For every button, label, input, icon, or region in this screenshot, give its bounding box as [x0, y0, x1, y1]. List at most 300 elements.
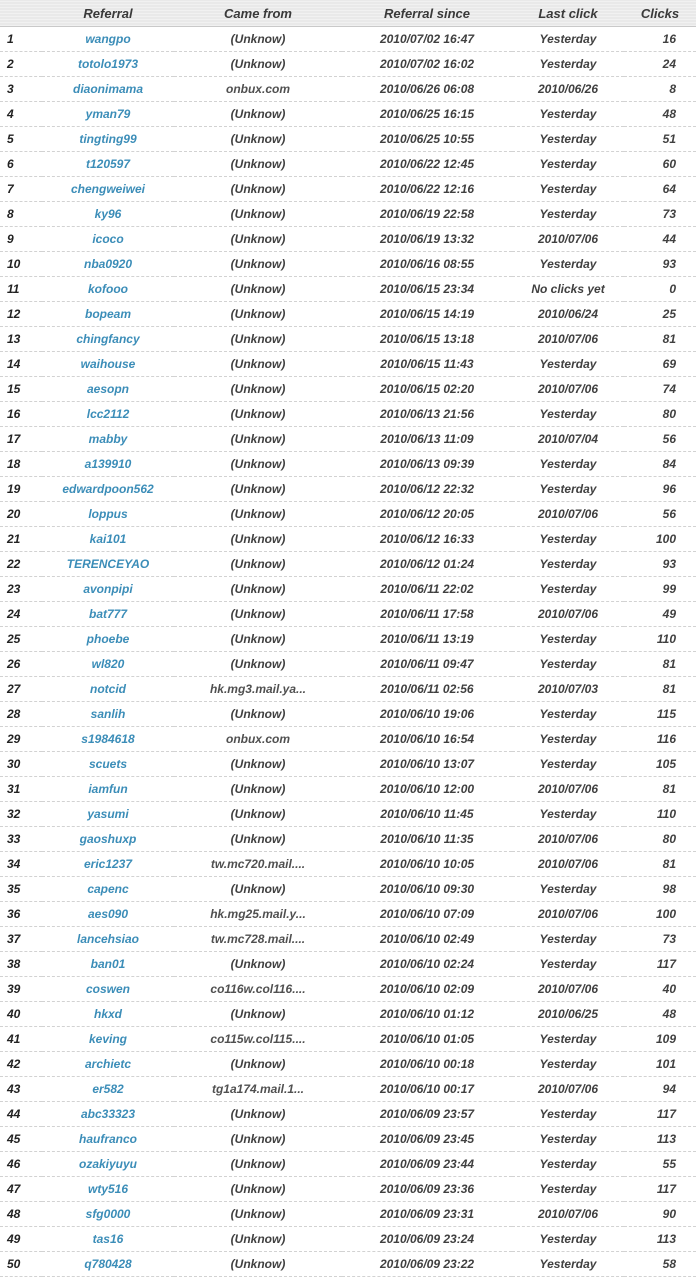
referral-link[interactable]: yasumi: [87, 807, 129, 821]
last-click-cell: Yesterday: [512, 552, 624, 577]
came-from-cell: (Unknow): [174, 777, 342, 802]
referral-link[interactable]: kofooo: [88, 282, 128, 296]
came-from-cell: hk.mg25.mail.y...: [174, 902, 342, 927]
came-from-cell: hk.mg3.mail.ya...: [174, 677, 342, 702]
header-referral-since[interactable]: Referral since: [342, 0, 512, 27]
clicks-cell: 48: [624, 1002, 696, 1027]
table-row: [0, 1027, 696, 1052]
came-from-cell: (Unknow): [174, 1252, 342, 1277]
last-click-cell: Yesterday: [512, 402, 624, 427]
clicks-cell: 44: [624, 227, 696, 252]
referral-link[interactable]: edwardpoon562: [62, 482, 154, 496]
table-row: [0, 252, 696, 277]
referral-since-cell: 2010/06/11 22:02: [342, 577, 512, 602]
last-click-cell: Yesterday: [512, 27, 624, 52]
last-click-cell: 2010/07/06: [512, 777, 624, 802]
referral-cell: [42, 452, 174, 477]
row-number: 39: [0, 977, 42, 1002]
last-click-cell: No clicks yet: [512, 277, 624, 302]
table-row: [0, 202, 696, 227]
referral-link[interactable]: icoco: [92, 232, 124, 246]
table-row: [0, 352, 696, 377]
referral-link[interactable]: scuets: [88, 757, 128, 771]
table-row: [0, 227, 696, 252]
referral-cell: [42, 877, 174, 902]
referral-link[interactable]: bopeam: [84, 307, 131, 321]
referral-link[interactable]: hkxd: [93, 1007, 122, 1021]
last-click-cell: 2010/07/06: [512, 502, 624, 527]
came-from-cell: tg1a174.mail.1...: [174, 1077, 342, 1102]
table-row: [0, 452, 696, 477]
table-row: [0, 1052, 696, 1077]
referral-cell: [42, 602, 174, 627]
referral-since-cell: 2010/06/25 10:55: [342, 127, 512, 152]
referral-since-cell: 2010/06/09 23:24: [342, 1227, 512, 1252]
table-row: [0, 977, 696, 1002]
referral-since-cell: 2010/06/13 09:39: [342, 452, 512, 477]
row-number: 36: [0, 902, 42, 927]
clicks-cell: 94: [624, 1077, 696, 1102]
clicks-cell: 93: [624, 552, 696, 577]
referral-link[interactable]: nba0920: [83, 257, 133, 271]
table-row: [0, 477, 696, 502]
referral-link[interactable]: abc33323: [80, 1107, 136, 1121]
row-number: 1: [0, 27, 42, 52]
last-click-cell: Yesterday: [512, 652, 624, 677]
clicks-cell: 51: [624, 127, 696, 152]
clicks-cell: 64: [624, 177, 696, 202]
referral-since-cell: 2010/06/10 07:09: [342, 902, 512, 927]
referral-link[interactable]: coswen: [85, 982, 130, 996]
referral-since-cell: 2010/06/10 02:24: [342, 952, 512, 977]
came-from-cell: (Unknow): [174, 952, 342, 977]
referral-cell: [42, 702, 174, 727]
table-row: [0, 877, 696, 902]
clicks-cell: 113: [624, 1127, 696, 1152]
referral-link[interactable]: iamfun: [88, 782, 128, 796]
table-row: [0, 152, 696, 177]
referral-cell: [42, 202, 174, 227]
clicks-cell: 116: [624, 727, 696, 752]
row-number: 12: [0, 302, 42, 327]
row-number: 28: [0, 702, 42, 727]
referral-cell: [42, 727, 174, 752]
came-from-cell: (Unknow): [174, 277, 342, 302]
table-row: [0, 1202, 696, 1227]
row-number: 50: [0, 1252, 42, 1277]
referral-cell: [42, 677, 174, 702]
referral-cell: [42, 102, 174, 127]
referral-link[interactable]: eric1237: [83, 857, 133, 871]
came-from-cell: (Unknow): [174, 827, 342, 852]
row-number: 47: [0, 1177, 42, 1202]
referral-cell: [42, 802, 174, 827]
table-row: [0, 652, 696, 677]
referral-since-cell: 2010/06/10 00:17: [342, 1077, 512, 1102]
referral-link[interactable]: phoebe: [86, 632, 130, 646]
came-from-cell: (Unknow): [174, 877, 342, 902]
referral-link[interactable]: yman79: [85, 107, 131, 121]
table-row: [0, 277, 696, 302]
row-number: 16: [0, 402, 42, 427]
last-click-cell: Yesterday: [512, 802, 624, 827]
referral-link[interactable]: chingfancy: [76, 332, 140, 346]
clicks-cell: 115: [624, 702, 696, 727]
referral-link[interactable]: ky96: [94, 207, 122, 221]
clicks-cell: 96: [624, 477, 696, 502]
referral-since-cell: 2010/06/15 13:18: [342, 327, 512, 352]
came-from-cell: (Unknow): [174, 652, 342, 677]
referral-cell: [42, 277, 174, 302]
referral-link[interactable]: loppus: [88, 507, 128, 521]
table-row: [0, 577, 696, 602]
referral-link[interactable]: lcc2112: [86, 407, 130, 421]
came-from-cell: (Unknow): [174, 327, 342, 352]
row-number: 21: [0, 527, 42, 552]
last-click-cell: Yesterday: [512, 1127, 624, 1152]
row-number: 40: [0, 1002, 42, 1027]
referral-link[interactable]: s1984618: [81, 732, 135, 746]
referral-link[interactable]: totolo1973: [77, 57, 138, 71]
referral-link[interactable]: capenc: [87, 882, 129, 896]
referral-since-cell: 2010/06/10 01:12: [342, 1002, 512, 1027]
last-click-cell: Yesterday: [512, 1052, 624, 1077]
table-row: [0, 952, 696, 977]
came-from-cell: (Unknow): [174, 1202, 342, 1227]
header-clicks[interactable]: Clicks: [624, 0, 696, 27]
row-number: 2: [0, 52, 42, 77]
row-number: 33: [0, 827, 42, 852]
table-row: [0, 427, 696, 452]
last-click-cell: Yesterday: [512, 577, 624, 602]
came-from-cell: co115w.col115....: [174, 1027, 342, 1052]
clicks-cell: 81: [624, 852, 696, 877]
row-number: 3: [0, 77, 42, 102]
referral-since-cell: 2010/06/25 16:15: [342, 102, 512, 127]
row-number: 32: [0, 802, 42, 827]
clicks-cell: 56: [624, 427, 696, 452]
last-click-cell: 2010/07/06: [512, 1077, 624, 1102]
referral-link[interactable]: tas16: [92, 1232, 124, 1246]
table-row: [0, 1227, 696, 1252]
row-number: 14: [0, 352, 42, 377]
referral-cell: [42, 627, 174, 652]
referral-link[interactable]: haufranco: [78, 1132, 137, 1146]
table-row: [0, 402, 696, 427]
referral-since-cell: 2010/06/26 06:08: [342, 77, 512, 102]
clicks-cell: 110: [624, 627, 696, 652]
came-from-cell: (Unknow): [174, 177, 342, 202]
row-number: 27: [0, 677, 42, 702]
last-click-cell: 2010/07/06: [512, 327, 624, 352]
referral-cell: [42, 227, 174, 252]
referral-since-cell: 2010/06/10 00:18: [342, 1052, 512, 1077]
row-number: 20: [0, 502, 42, 527]
clicks-cell: 98: [624, 877, 696, 902]
referral-cell: [42, 1077, 174, 1102]
referral-link[interactable]: q780428: [84, 1257, 132, 1271]
referral-link[interactable]: lancehsiao: [76, 932, 140, 946]
came-from-cell: (Unknow): [174, 302, 342, 327]
row-number: 9: [0, 227, 42, 252]
referral-link[interactable]: gaoshuxp: [79, 832, 137, 846]
table-row: [0, 1177, 696, 1202]
row-number: 34: [0, 852, 42, 877]
referral-cell: [42, 1202, 174, 1227]
table-row: [0, 827, 696, 852]
table-row: [0, 627, 696, 652]
table-row: [0, 502, 696, 527]
table-row: [0, 1102, 696, 1127]
last-click-cell: 2010/07/06: [512, 852, 624, 877]
referral-since-cell: 2010/06/19 22:58: [342, 202, 512, 227]
header-last-click[interactable]: Last click: [512, 0, 624, 27]
table-row: [0, 1002, 696, 1027]
clicks-cell: 58: [624, 1252, 696, 1277]
row-number: 48: [0, 1202, 42, 1227]
clicks-cell: 117: [624, 1177, 696, 1202]
last-click-cell: Yesterday: [512, 1252, 624, 1277]
row-number: 10: [0, 252, 42, 277]
clicks-cell: 81: [624, 677, 696, 702]
referral-link[interactable]: mabby: [88, 432, 128, 446]
last-click-cell: Yesterday: [512, 452, 624, 477]
last-click-cell: Yesterday: [512, 927, 624, 952]
referral-link[interactable]: sfg0000: [85, 1207, 131, 1221]
came-from-cell: (Unknow): [174, 1227, 342, 1252]
table-row: [0, 302, 696, 327]
referral-cell: [42, 1027, 174, 1052]
referral-since-cell: 2010/06/09 23:57: [342, 1102, 512, 1127]
referral-cell: [42, 27, 174, 52]
referral-cell: [42, 352, 174, 377]
referral-cell: [42, 152, 174, 177]
clicks-cell: 99: [624, 577, 696, 602]
clicks-cell: 24: [624, 52, 696, 77]
clicks-cell: 60: [624, 152, 696, 177]
table-row: [0, 752, 696, 777]
referral-since-cell: 2010/06/15 14:19: [342, 302, 512, 327]
row-number: 42: [0, 1052, 42, 1077]
referral-link[interactable]: ozakiyuyu: [78, 1157, 138, 1171]
referral-link[interactable]: wl820: [91, 657, 125, 671]
table-row: [0, 927, 696, 952]
last-click-cell: Yesterday: [512, 702, 624, 727]
came-from-cell: (Unknow): [174, 1177, 342, 1202]
referral-cell: [42, 502, 174, 527]
row-number: 22: [0, 552, 42, 577]
came-from-cell: (Unknow): [174, 52, 342, 77]
referral-cell: [42, 1152, 174, 1177]
referral-link[interactable]: notcid: [90, 682, 126, 696]
row-number: 44: [0, 1102, 42, 1127]
referral-link[interactable]: wty516: [87, 1182, 129, 1196]
last-click-cell: 2010/07/04: [512, 427, 624, 452]
referral-cell: [42, 927, 174, 952]
referral-cell: [42, 902, 174, 927]
referral-link[interactable]: archietc: [84, 1057, 132, 1071]
last-click-cell: Yesterday: [512, 527, 624, 552]
last-click-cell: Yesterday: [512, 627, 624, 652]
last-click-cell: Yesterday: [512, 1227, 624, 1252]
last-click-cell: 2010/06/25: [512, 1002, 624, 1027]
referral-link[interactable]: diaonimama: [72, 82, 144, 96]
referral-cell: [42, 402, 174, 427]
clicks-cell: 81: [624, 777, 696, 802]
came-from-cell: (Unknow): [174, 227, 342, 252]
clicks-cell: 55: [624, 1152, 696, 1177]
table-row: [0, 1077, 696, 1102]
table-row: [0, 777, 696, 802]
clicks-cell: 73: [624, 202, 696, 227]
table-row: [0, 1152, 696, 1177]
referral-cell: [42, 952, 174, 977]
table-row: [0, 552, 696, 577]
referral-cell: [42, 477, 174, 502]
referral-cell: [42, 52, 174, 77]
clicks-cell: 16: [624, 27, 696, 52]
table-row: [0, 1252, 696, 1277]
referral-since-cell: 2010/06/10 09:30: [342, 877, 512, 902]
row-number: 35: [0, 877, 42, 902]
came-from-cell: (Unknow): [174, 702, 342, 727]
referral-link[interactable]: TERENCEYAO: [66, 557, 150, 571]
last-click-cell: 2010/06/24: [512, 302, 624, 327]
referral-link[interactable]: waihouse: [80, 357, 136, 371]
referral-cell: [42, 852, 174, 877]
referral-link[interactable]: a139910: [84, 457, 132, 471]
referral-cell: [42, 302, 174, 327]
referral-link[interactable]: tingting99: [79, 132, 137, 146]
came-from-cell: (Unknow): [174, 802, 342, 827]
referral-since-cell: 2010/06/10 11:45: [342, 802, 512, 827]
referral-cell: [42, 252, 174, 277]
referral-since-cell: 2010/07/02 16:47: [342, 27, 512, 52]
clicks-cell: 0: [624, 277, 696, 302]
referral-cell: [42, 1227, 174, 1252]
referral-since-cell: 2010/06/10 19:06: [342, 702, 512, 727]
clicks-cell: 109: [624, 1027, 696, 1052]
referral-link[interactable]: chengweiwei: [70, 182, 146, 196]
referral-link[interactable]: avonpipi: [83, 582, 133, 596]
row-number: 26: [0, 652, 42, 677]
table-row: [0, 327, 696, 352]
referral-since-cell: 2010/06/09 23:44: [342, 1152, 512, 1177]
row-number: 4: [0, 102, 42, 127]
referral-link[interactable]: aes090: [87, 907, 129, 921]
referral-cell: [42, 577, 174, 602]
clicks-cell: 56: [624, 502, 696, 527]
header-referral[interactable]: Referral: [42, 0, 174, 27]
referral-since-cell: 2010/06/22 12:45: [342, 152, 512, 177]
came-from-cell: (Unknow): [174, 352, 342, 377]
last-click-cell: Yesterday: [512, 252, 624, 277]
row-number: 29: [0, 727, 42, 752]
came-from-cell: (Unknow): [174, 577, 342, 602]
row-number: 15: [0, 377, 42, 402]
referral-cell: [42, 327, 174, 352]
referral-link[interactable]: er582: [92, 1082, 124, 1096]
row-number: 13: [0, 327, 42, 352]
came-from-cell: (Unknow): [174, 452, 342, 477]
clicks-cell: 74: [624, 377, 696, 402]
clicks-cell: 117: [624, 1102, 696, 1127]
referral-since-cell: 2010/06/09 23:36: [342, 1177, 512, 1202]
came-from-cell: onbux.com: [174, 727, 342, 752]
last-click-cell: Yesterday: [512, 477, 624, 502]
came-from-cell: tw.mc720.mail....: [174, 852, 342, 877]
came-from-cell: (Unknow): [174, 427, 342, 452]
referral-link[interactable]: wangpo: [85, 32, 131, 46]
referral-cell: [42, 1102, 174, 1127]
table-header-row: [0, 0, 696, 27]
referral-link[interactable]: sanlih: [90, 707, 126, 721]
referral-since-cell: 2010/06/12 20:05: [342, 502, 512, 527]
row-number: 43: [0, 1077, 42, 1102]
came-from-cell: (Unknow): [174, 1002, 342, 1027]
row-number: 8: [0, 202, 42, 227]
referral-cell: [42, 427, 174, 452]
referral-since-cell: 2010/06/10 12:00: [342, 777, 512, 802]
referral-link[interactable]: keving: [88, 1032, 127, 1046]
referral-link[interactable]: kai101: [89, 532, 127, 546]
came-from-cell: (Unknow): [174, 27, 342, 52]
came-from-cell: (Unknow): [174, 527, 342, 552]
clicks-cell: 100: [624, 902, 696, 927]
last-click-cell: 2010/07/06: [512, 977, 624, 1002]
referral-since-cell: 2010/06/10 10:05: [342, 852, 512, 877]
referral-cell: [42, 177, 174, 202]
last-click-cell: Yesterday: [512, 127, 624, 152]
table-row: [0, 77, 696, 102]
came-from-cell: (Unknow): [174, 127, 342, 152]
row-number: 45: [0, 1127, 42, 1152]
referral-since-cell: 2010/06/15 23:34: [342, 277, 512, 302]
referral-since-cell: 2010/06/12 16:33: [342, 527, 512, 552]
clicks-cell: 80: [624, 827, 696, 852]
table-row: [0, 727, 696, 752]
referral-link[interactable]: t120597: [85, 157, 131, 171]
table-row: [0, 177, 696, 202]
came-from-cell: (Unknow): [174, 402, 342, 427]
clicks-cell: 113: [624, 1227, 696, 1252]
referral-link[interactable]: aesopn: [86, 382, 129, 396]
row-number: 5: [0, 127, 42, 152]
clicks-cell: 81: [624, 652, 696, 677]
row-number: 41: [0, 1027, 42, 1052]
row-number: 30: [0, 752, 42, 777]
referral-link[interactable]: ban01: [90, 957, 126, 971]
last-click-cell: 2010/07/06: [512, 602, 624, 627]
referral-since-cell: 2010/06/11 17:58: [342, 602, 512, 627]
last-click-cell: Yesterday: [512, 352, 624, 377]
table-body: [0, 27, 696, 1277]
came-from-cell: (Unknow): [174, 102, 342, 127]
last-click-cell: Yesterday: [512, 152, 624, 177]
referral-link[interactable]: bat777: [88, 607, 128, 621]
row-number: 19: [0, 477, 42, 502]
referral-since-cell: 2010/06/11 09:47: [342, 652, 512, 677]
referral-cell: [42, 527, 174, 552]
header-came-from[interactable]: Came from: [174, 0, 342, 27]
row-number: 49: [0, 1227, 42, 1252]
last-click-cell: Yesterday: [512, 52, 624, 77]
clicks-cell: 117: [624, 952, 696, 977]
clicks-cell: 105: [624, 752, 696, 777]
came-from-cell: (Unknow): [174, 252, 342, 277]
referral-since-cell: 2010/06/12 01:24: [342, 552, 512, 577]
came-from-cell: (Unknow): [174, 502, 342, 527]
